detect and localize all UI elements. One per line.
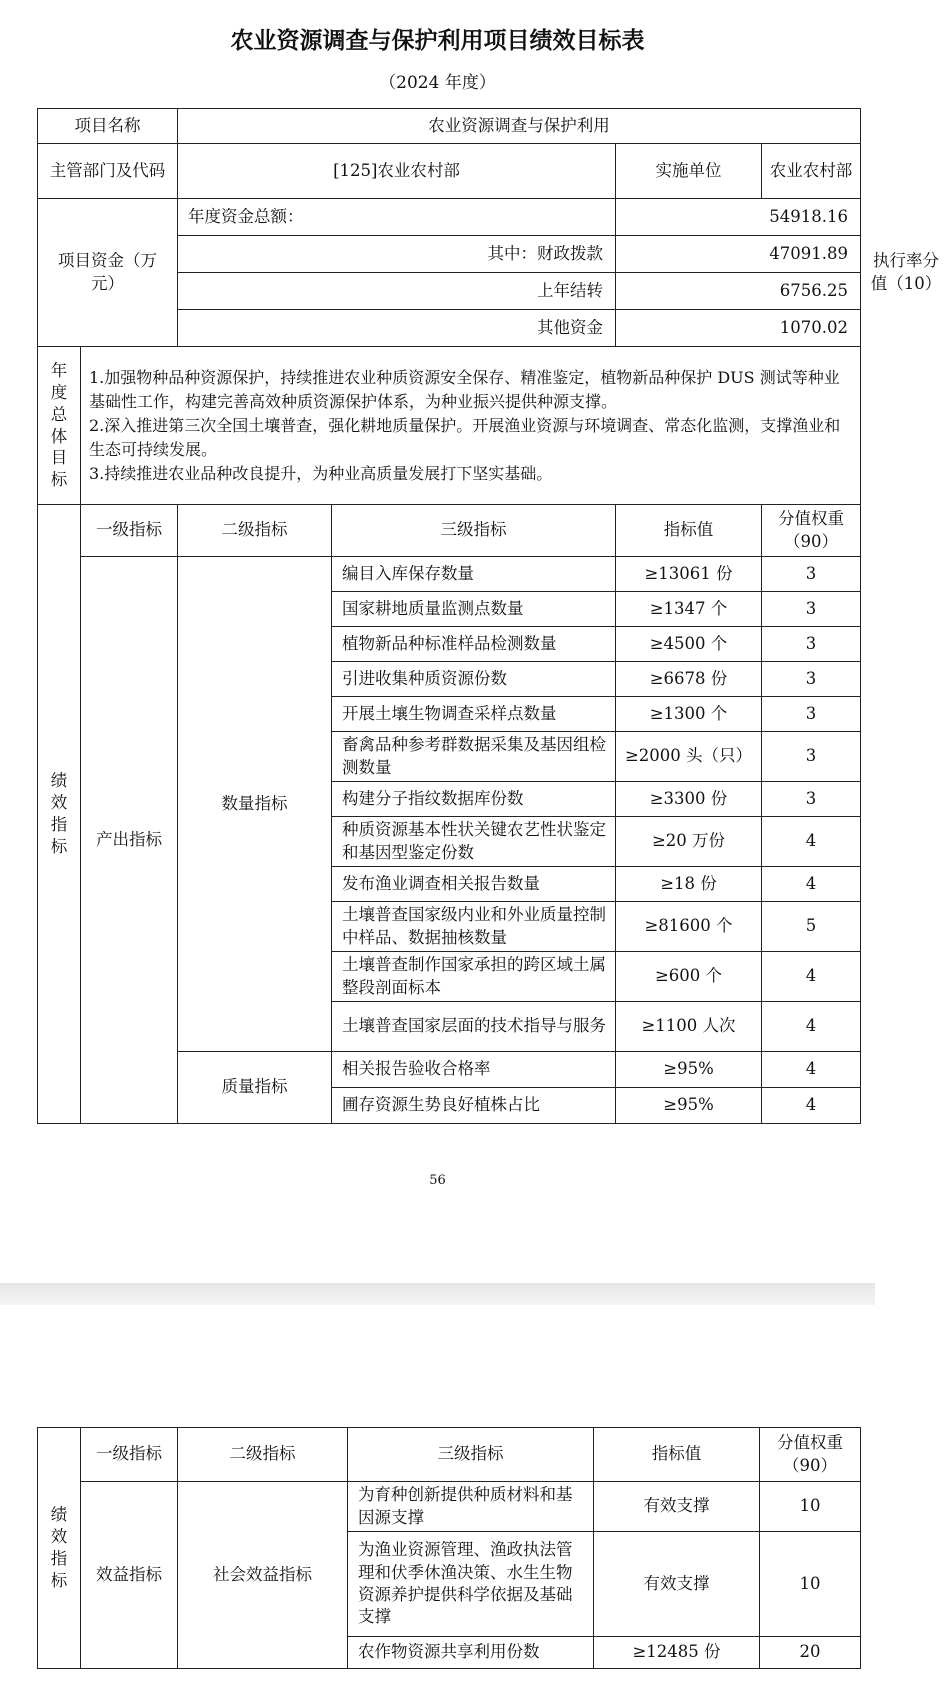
- page-break: [0, 1283, 875, 1305]
- indicator-value: ≥1100 人次: [616, 1002, 762, 1052]
- goal-line-2: 2.深入推进第三次全国土壤普查，强化耕地质量保护。开展渔业资源与环境调查、常态化监测，支撑渔业和生态可持续发展。: [89, 415, 841, 459]
- header-level2: 二级指标: [178, 505, 332, 557]
- indicator-name: 构建分子指纹数据库份数: [332, 782, 616, 817]
- page-title: 农业资源调查与保护利用项目绩效目标表: [230, 28, 645, 54]
- project-name-label: 项目名称: [38, 109, 178, 144]
- total-label: 年度资金总额：: [178, 199, 616, 236]
- fiscal-label: 其中：财政拨款: [178, 236, 616, 273]
- p2-header-value: 指标值: [594, 1428, 760, 1482]
- header-weight: [762, 505, 861, 557]
- p2-header-weight-text: 分值权重（90）: [777, 1433, 843, 1475]
- indicator-value: ≥4500 个: [616, 627, 762, 662]
- goal-label: [38, 347, 81, 505]
- p2-level2: 社会效益指标: [178, 1482, 348, 1669]
- indicator-value: ≥13061 份: [616, 557, 762, 592]
- indicator-name: 土壤普查国家级内业和外业质量控制中样品、数据抽核数量: [332, 902, 616, 952]
- p2-header-level3: 三级指标: [348, 1428, 594, 1482]
- other-label: 其他资金: [178, 310, 616, 347]
- indicator-value: ≥1347 个: [616, 592, 762, 627]
- p2-indicator-name: 农作物资源共享利用份数: [348, 1637, 594, 1669]
- project-name-row: [38, 109, 861, 144]
- project-name-value: 农业资源调查与保护利用: [178, 109, 861, 144]
- indicator-row: [38, 557, 861, 592]
- indicator-value: ≥81600 个: [616, 902, 762, 952]
- indicator-header-row: [38, 505, 861, 557]
- impl-label: 实施单位: [616, 144, 762, 199]
- page-number: 56: [429, 1173, 446, 1188]
- header-level1: 一级指标: [81, 505, 178, 557]
- indicator-name: 国家耕地质量监测点数量: [332, 592, 616, 627]
- level1-output: 产出指标: [81, 557, 178, 1124]
- p2-header-level2: 二级指标: [178, 1428, 348, 1482]
- indicator-weight: 4: [762, 952, 861, 1002]
- indicator-name: 相关报告验收合格率: [332, 1052, 616, 1088]
- header-level3: 三级指标: [332, 505, 616, 557]
- indicator-weight: 3: [762, 732, 861, 782]
- total-value: 54918.16: [616, 199, 861, 236]
- indicator-name: 种质资源基本性状关键农艺性状鉴定和基因型鉴定份数: [332, 817, 616, 867]
- carry-value: 6756.25: [616, 273, 861, 310]
- indicator-weight: 4: [762, 1052, 861, 1088]
- indicator-value: ≥20 万份: [616, 817, 762, 867]
- dept-row: [38, 144, 861, 199]
- p2-indicator-weight: 10: [760, 1532, 861, 1637]
- indicator-weight: 3: [762, 782, 861, 817]
- indicator-weight: 3: [762, 592, 861, 627]
- indicator-value: ≥6678 份: [616, 662, 762, 697]
- indicator-name: 圃存资源生势良好植株占比: [332, 1088, 616, 1124]
- p2-indicator-row: [38, 1482, 861, 1532]
- indicator-name: 畜禽品种参考群数据采集及基因组检测数量: [332, 732, 616, 782]
- indicator-name: 引进收集种质资源份数: [332, 662, 616, 697]
- indicator-section-text: 绩效指标: [50, 771, 68, 856]
- impl-value: 农业农村部: [762, 144, 861, 199]
- performance-table: [37, 108, 942, 1124]
- p2-indicator-value: ≥12485 份: [594, 1637, 760, 1669]
- indicator-weight: 3: [762, 697, 861, 732]
- indicator-name: 土壤普查国家层面的技术指导与服务: [332, 1002, 616, 1052]
- page-subtitle: （2024 年度）: [379, 73, 496, 93]
- performance-table-continued: [37, 1427, 861, 1669]
- header-weight-text: 分值权重（90）: [778, 509, 844, 551]
- indicator-name: 开展土壤生物调查采样点数量: [332, 697, 616, 732]
- funds-label-text: 项目资金（万元）: [58, 251, 157, 293]
- indicator-name: 发布渔业调查相关报告数量: [332, 867, 616, 902]
- funds-label: [38, 199, 178, 347]
- indicator-value: ≥2000 头（只）: [616, 732, 762, 782]
- p2-header-row: [38, 1428, 861, 1482]
- carry-label: 上年结转: [178, 273, 616, 310]
- indicator-weight: 4: [762, 867, 861, 902]
- dept-value: [125]农业农村部: [178, 144, 616, 199]
- indicator-value: ≥1300 个: [616, 697, 762, 732]
- indicator-section-label: [38, 505, 81, 1124]
- p2-section-label: [38, 1428, 81, 1669]
- funds-total-row: [38, 199, 861, 236]
- indicator-name: 编目入库保存数量: [332, 557, 616, 592]
- p2-level1: 效益指标: [81, 1482, 178, 1669]
- p2-indicator-value: 有效支撑: [594, 1532, 760, 1637]
- indicator-weight: 4: [762, 817, 861, 867]
- indicator-value: ≥95%: [616, 1088, 762, 1124]
- fiscal-value: 47091.89: [616, 236, 861, 273]
- level2-quantity: 数量指标: [178, 557, 332, 1052]
- goal-text: [81, 347, 861, 505]
- level2-quality: 质量指标: [178, 1052, 332, 1124]
- p2-indicator-weight: 10: [760, 1482, 861, 1532]
- goal-row: [38, 347, 861, 505]
- indicator-weight: 3: [762, 662, 861, 697]
- indicator-value: ≥600 个: [616, 952, 762, 1002]
- p2-section-text: 绩效指标: [50, 1505, 68, 1590]
- goal-label-text: 年度总体目标: [50, 361, 68, 490]
- indicator-value: ≥3300 份: [616, 782, 762, 817]
- indicator-weight: 4: [762, 1002, 861, 1052]
- p2-indicator-weight: 20: [760, 1637, 861, 1669]
- indicator-weight: 3: [762, 627, 861, 662]
- p2-indicator-name: 为育种创新提供种质材料和基因源支撑: [348, 1482, 594, 1532]
- indicator-name: 植物新品种标准样品检测数量: [332, 627, 616, 662]
- p2-indicator-value: 有效支撑: [594, 1482, 760, 1532]
- indicator-weight: 3: [762, 557, 861, 592]
- header-value: 指标值: [616, 505, 762, 557]
- indicator-weight: 4: [762, 1088, 861, 1124]
- exec-label-text: 执行率分值（10）: [870, 251, 942, 293]
- other-value: 1070.02: [616, 310, 861, 347]
- indicator-value: ≥95%: [616, 1052, 762, 1088]
- p2-indicator-name: 为渔业资源管理、渔政执法管理和伏季休渔决策、水生生物资源养护提供科学依据及基础支撑: [348, 1532, 594, 1637]
- goal-line-3: 3.持续推进农业品种改良提升，为种业高质量发展打下坚实基础。: [89, 463, 553, 483]
- p2-header-weight: [760, 1428, 861, 1482]
- indicator-weight: 5: [762, 902, 861, 952]
- indicator-name: 土壤普查制作国家承担的跨区域土属整段剖面标本: [332, 952, 616, 1002]
- goal-line-1: 1.加强物种品种资源保护，持续推进农业种质资源安全保存、精准鉴定，植物新品种保护 DUS 测试等种业基础性工作，构建完善高效种质资源保护体系，为种业振兴提供种源支撑。: [89, 367, 840, 411]
- dept-label: 主管部门及代码: [38, 144, 178, 199]
- indicator-value: ≥18 份: [616, 867, 762, 902]
- p2-header-level1: 一级指标: [81, 1428, 178, 1482]
